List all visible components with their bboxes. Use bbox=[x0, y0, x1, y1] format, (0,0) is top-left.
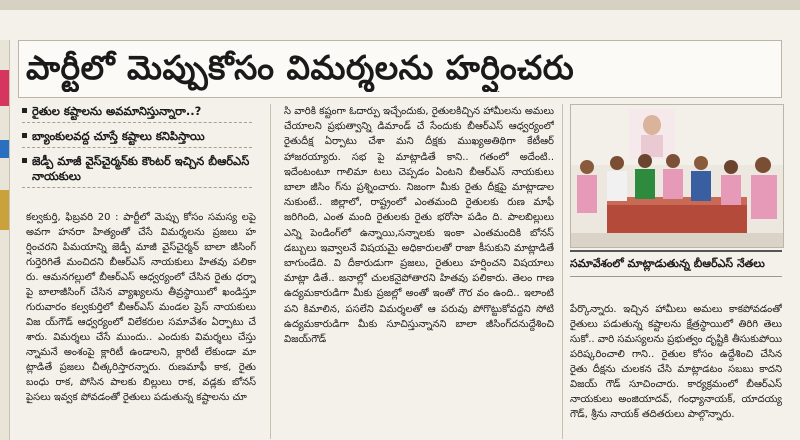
sub-headline: బ్యాంకులవద్ద చూస్తే కష్టాలు కనిపిస్తాయి bbox=[22, 129, 252, 148]
sub-headlines bbox=[22, 104, 252, 194]
photo-illustration bbox=[571, 105, 783, 247]
sub-headline: రైతుల కష్టాలను అవమానిస్తున్నారా..? bbox=[22, 104, 252, 123]
column-divider bbox=[562, 104, 563, 439]
article-column-2: సి వారికి కష్టంగా ఓదార్పు ఇచ్చేందుకు, రైతులకిచ్చిన హామీలను అమలు చేయాలని ప్రభుత్వాన్ని డిమాండ్ చే సేందుకు బీఆర్ఎస్ ఆధ్వర్యంలో రైతుదీక్ష ఏర్పాటు చేశా మని దీక్షకు ముఖ్యఅతిథిగా కేటీఆర్ హాజరయ్యారు. సభ పై మాట్లాడితే కాని.. గతంలో అదేంటి.. ఇదేంటంటూ గాలిమా టలు చెప్పడం ఏంటని బీఆర్ఎస్ నాయకులు బాలా జీసిం గ్‌ను ప్రశ్నించారు. నిజంగా మీకు రైతు దీక్షపై మాట్లాడాల నుకుంటే.. జిల్లాలో, రాష్ట్రంలో ఎంతమంది రైతులకు రుణ మాఫీ జరిగింది, ఎంత మంది రైతులకు రైతు భరోసా పడిం ది. పాలబిల్లులు ఎన్ని పెండింగ్‌లో ఉన్నాయి,సన్నాలకు ఇంకా ఎంతమందికి బోనస్ డబ్బులు ఇవ్వాలనే విషయమై అధికారులతో రాజా కీసుకుని మాట్లాడితే బాగుండేది. వి దీకారుడుగా ప్రజలు, రైతులు హర్షించని విషయాలు మాట్లా డితే.. జనాల్లో చులకనైపోతారని హితవు పలికారు. తెలం గాణ ఉద్యమకారుడిగా మీకు ప్రజల్లో అంతో ఇంతో గౌర వం ఉంది.. ఇలాంటి పని కిమాలిన, పసలేని విమర్శలతో ఆ పరువు పోగొట్టుకోవద్దని సోటి ఉద్యమకారుడిగా మీకు సూచిస్తున్నానని బాలా జీసింగ్‌దనుద్దేశించి విజయ్‌గౌడ్ bbox=[284, 106, 554, 346]
sub-headline: జెడ్పీ మాజీ వైస్‌చైర్మన్‌కు కౌంటర్ ఇచ్చిన బీఆర్ఎస్ నాయకులు bbox=[22, 154, 252, 188]
photo-caption: సమావేశంలో మాట్లాడుతున్న బీఆర్ఎస్ నేతలు bbox=[570, 250, 782, 277]
top-rule bbox=[0, 0, 800, 10]
article-column-1: కల్వకుర్తి, ఫిబ్రవరి 20 : పార్టీలో మెప్పు కోసం సమస్య లపై అవగా హనరా హిత్యంతో చేసే విమర్శలను ప్రజలు హ ర్షించరని పిమయాన్ని జెడ్పీ మాజీ వైస్‌చైర్మన్ బాలా జీసింగ్ గుర్తెరిగితే మంచిదని బీఆర్ఎస్ నాయకులు హితవు పలికా రు. ఆమనగల్లులో బీఆర్ఎస్ ఆధ్వర్యంలో చేసిన రైతు ధర్నా పై బాలాజీసింగ్ చేసిన వ్యాఖ్యలను తీవ్రస్థాయిలో ఖండిస్తూ గురువారం కల్వకుర్తిలో బీఆర్ఎస్ మండల ప్రెస్ నాయకులు విజ య్‌గౌడ్ ఆధ్వర్యంలో విలేకరుల సమావేశం ఏర్పాటు చే శారు. విమర్శలు చేసే ముందు.. ఎందుకు విమర్శలు చేస్తు న్నామనే అంశంపై క్లారిటీ ఉండాలని, క్లారిటీ లేకుండా మా ట్లాడితే ప్రజలు చీత్కరిస్తారన్నారు. రుణమాఫీ కాక, రైతు బంధు రాక, పోసిన పాలకు బిల్లులు రాక, వడ్లకు బోనస్ పైసలు ఇవ్వక పోవడంతో రైతులు పడుతున్న కష్టాలను చూ bbox=[26, 212, 256, 403]
strip-mark bbox=[0, 140, 9, 158]
strip-mark bbox=[0, 70, 9, 106]
headline: పార్టీలో మెప్పుకోసం విమర్శలను హర్షించరు bbox=[26, 48, 575, 87]
column-divider bbox=[270, 104, 271, 439]
strip-mark bbox=[0, 190, 9, 230]
left-edge-strip bbox=[0, 40, 10, 440]
press-meet-photo bbox=[570, 104, 784, 248]
article-column-3: పేర్కొన్నారు. ఇచ్చిన హామీలు అమలు కాకపోవడంతో రైతులు పడుతున్న కష్టాలను క్షేత్రస్థాయిలో తిరిగి తెలు సుకో.. వారి సమస్యలను ప్రభుత్వం దృష్టికి తీసుకుపోయి పరిష్కరించాలి గాని.. రైతుల కోసం ఉద్దేశించి చేసిన రైతు దీక్షను చులకన చేసి మాట్లాడటం సబబు కాదని విజయ్ గౌడ్ సూచించారు. కార్యక్రమంలో బీఆర్ఎస్ నాయకులు అంజియాదవ్, గంధ్యానాయక్, యాదయ్య గౌడ్, శ్రీను నాయక్ తదితరులు పాల్గొన్నారు. bbox=[570, 304, 782, 420]
